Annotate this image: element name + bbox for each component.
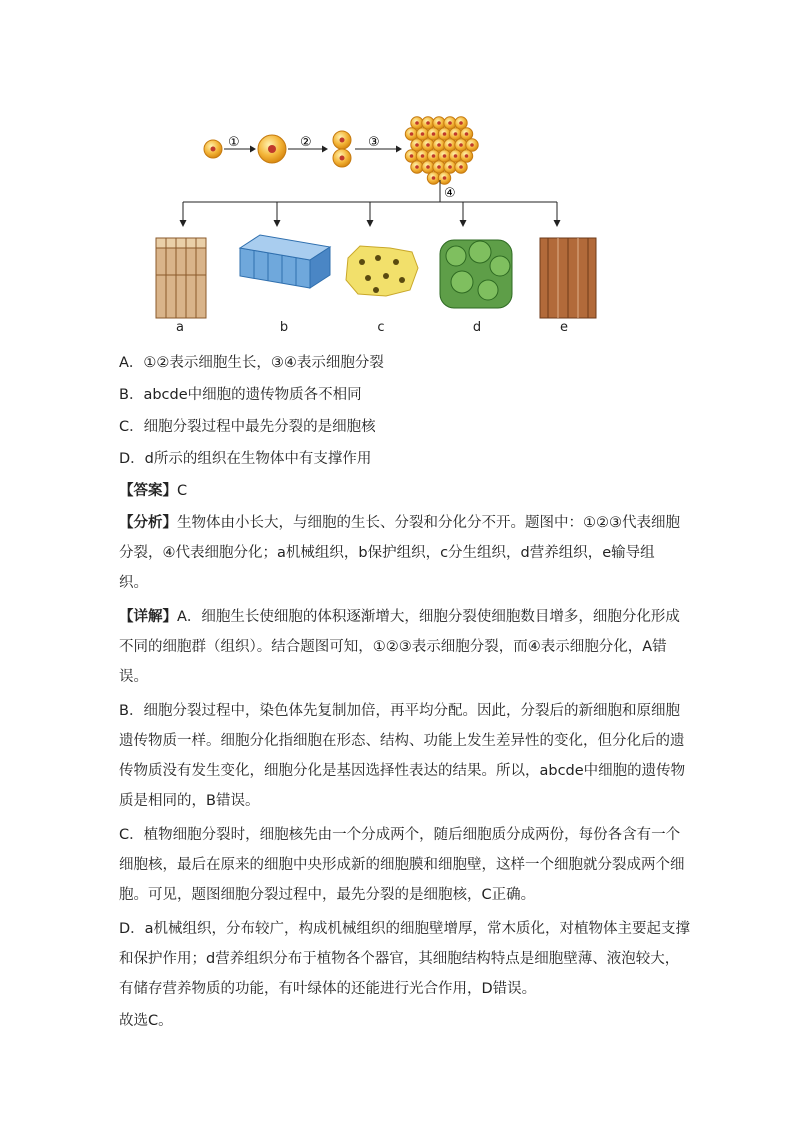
cluster-cell-nucleus bbox=[432, 132, 436, 136]
cluster-cell-nucleus bbox=[432, 154, 436, 158]
tissue-label-e: e bbox=[560, 320, 568, 335]
cluster-cell-nucleus bbox=[470, 143, 474, 147]
step-label-2: ② bbox=[300, 135, 312, 150]
branch-arrows bbox=[180, 202, 561, 227]
answer-label: 【答案】 bbox=[119, 483, 177, 499]
step-label-1: ① bbox=[228, 135, 240, 150]
option-c: C．细胞分裂过程中最先分裂的是细胞核 bbox=[119, 419, 376, 435]
detail-a-line-1: 【详解】A．细胞生长使细胞的体积逐渐增大，细胞分裂使细胞数目增多，细胞分化形成 bbox=[119, 609, 680, 625]
question-body bbox=[119, 348, 691, 1036]
cluster-cell-nucleus bbox=[410, 132, 414, 136]
cell-diagram bbox=[150, 110, 610, 345]
cluster-cell-nucleus bbox=[448, 121, 452, 125]
cluster-cell-nucleus bbox=[454, 154, 458, 158]
cluster-cell-nucleus bbox=[443, 154, 447, 158]
conclusion: 故选C。 bbox=[119, 1013, 173, 1029]
step-label-3: ③ bbox=[368, 135, 380, 150]
tissue-label-b: b bbox=[279, 320, 289, 335]
cell-cluster bbox=[405, 117, 478, 184]
cluster-cell-nucleus bbox=[426, 143, 430, 147]
detail-b-line-4: 质是相同的，B错误。 bbox=[119, 793, 260, 809]
tissue-c-image bbox=[346, 246, 418, 296]
tissue-label-a: a bbox=[176, 320, 184, 335]
cluster-cell-nucleus bbox=[410, 154, 414, 158]
detail-a-line-3: 误。 bbox=[119, 669, 148, 685]
cluster-cell-nucleus bbox=[426, 165, 430, 169]
option-a: A．①②表示细胞生长，③④表示细胞分裂 bbox=[119, 355, 384, 371]
analysis-line-3: 织。 bbox=[119, 575, 148, 591]
cluster-cell-nucleus bbox=[421, 132, 425, 136]
cluster-cell-nucleus bbox=[437, 121, 441, 125]
cell-stage-3 bbox=[333, 131, 351, 167]
analysis-line-1: 【分析】生物体由小长大，与细胞的生长、分裂和分化分不开。题图中：①②③代表细胞 bbox=[119, 515, 680, 531]
cluster-cell-nucleus bbox=[465, 132, 469, 136]
tissue-label-c: c bbox=[377, 320, 385, 335]
cluster-cell-nucleus bbox=[465, 154, 469, 158]
cluster-cell-nucleus bbox=[459, 143, 463, 147]
cluster-cell-nucleus bbox=[437, 165, 441, 169]
cluster-cell-nucleus bbox=[448, 143, 452, 147]
cluster-cell-nucleus bbox=[459, 165, 463, 169]
cluster-cell-nucleus bbox=[437, 143, 441, 147]
detail-a-line-2: 不同的细胞群（组织）。结合题图可知，①②③表示细胞分裂，而④表示细胞分化，A错 bbox=[119, 639, 667, 655]
option-b: B．abcde中细胞的遗传物质各不相同 bbox=[119, 387, 362, 403]
tissue-b-image bbox=[240, 235, 330, 288]
detail-c-line-1: C．植物细胞分裂时，细胞核先由一个分成两个，随后细胞质分成两份，每份各含有一个 bbox=[119, 827, 681, 843]
cluster-cell-nucleus bbox=[443, 132, 447, 136]
tissue-label-d: d bbox=[472, 320, 482, 335]
detail-label: 【详解】 bbox=[119, 609, 177, 625]
cell-diagram-svg bbox=[150, 110, 610, 345]
cluster-cell-nucleus bbox=[443, 176, 447, 180]
cluster-cell-nucleus bbox=[432, 176, 436, 180]
detail-c-line-2: 细胞核，最后在原来的细胞中央形成新的细胞膜和细胞壁，这样一个细胞就分裂成两个细 bbox=[119, 857, 685, 873]
detail-d-line-1: D．a机械组织，分布较广，构成机械组织的细胞壁增厚，常木质化，对植物体主要起支撑 bbox=[119, 921, 691, 937]
detail-d-line-2: 和保护作用；d营养组织分布于植物各个器官，其细胞结构特点是细胞壁薄、液泡较大， bbox=[119, 951, 680, 967]
cluster-cell-nucleus bbox=[421, 154, 425, 158]
cluster-cell-nucleus bbox=[415, 143, 419, 147]
detail-c-line-3: 胞。可见，题图细胞分裂过程中，最先分裂的是细胞核，C正确。 bbox=[119, 887, 536, 903]
detail-b-line-2: 遗传物质一样。细胞分化指细胞在形态、结构、功能上发生差异性的变化，但分化后的遗 bbox=[119, 733, 685, 749]
analysis-label: 【分析】 bbox=[119, 515, 177, 531]
step-label-4: ④ bbox=[444, 186, 456, 201]
cluster-cell-nucleus bbox=[415, 165, 419, 169]
option-d: D．d所示的组织在生物体中有支撑作用 bbox=[119, 451, 372, 467]
answer-line bbox=[119, 476, 679, 506]
cluster-cell-nucleus bbox=[448, 165, 452, 169]
cell-stage-1 bbox=[204, 140, 222, 158]
cell-stage-2 bbox=[258, 135, 286, 163]
tissue-e-image bbox=[540, 238, 596, 318]
detail-b-line-1: B．细胞分裂过程中，染色体先复制加倍，再平均分配。因此，分裂后的新细胞和原细胞 bbox=[119, 703, 680, 719]
cluster-cell-nucleus bbox=[454, 132, 458, 136]
cluster-cell-nucleus bbox=[426, 121, 430, 125]
cluster-cell-nucleus bbox=[459, 121, 463, 125]
cluster-cell-nucleus bbox=[415, 121, 419, 125]
detail-b-line-3: 传物质没有发生变化，细胞分化是基因选择性表达的结果。所以，abcde中细胞的遗传物 bbox=[119, 763, 686, 779]
detail-d-line-3: 有储存营养物质的功能，有叶绿体的还能进行光合作用，D错误。 bbox=[119, 981, 537, 997]
analysis-line-2: 分裂，④代表细胞分化；a机械组织，b保护组织，c分生组织，d营养组织，e输导组 bbox=[119, 545, 655, 561]
tissue-d-image bbox=[440, 240, 512, 308]
answer-value: C bbox=[177, 483, 188, 499]
tissue-a-image bbox=[156, 238, 206, 318]
